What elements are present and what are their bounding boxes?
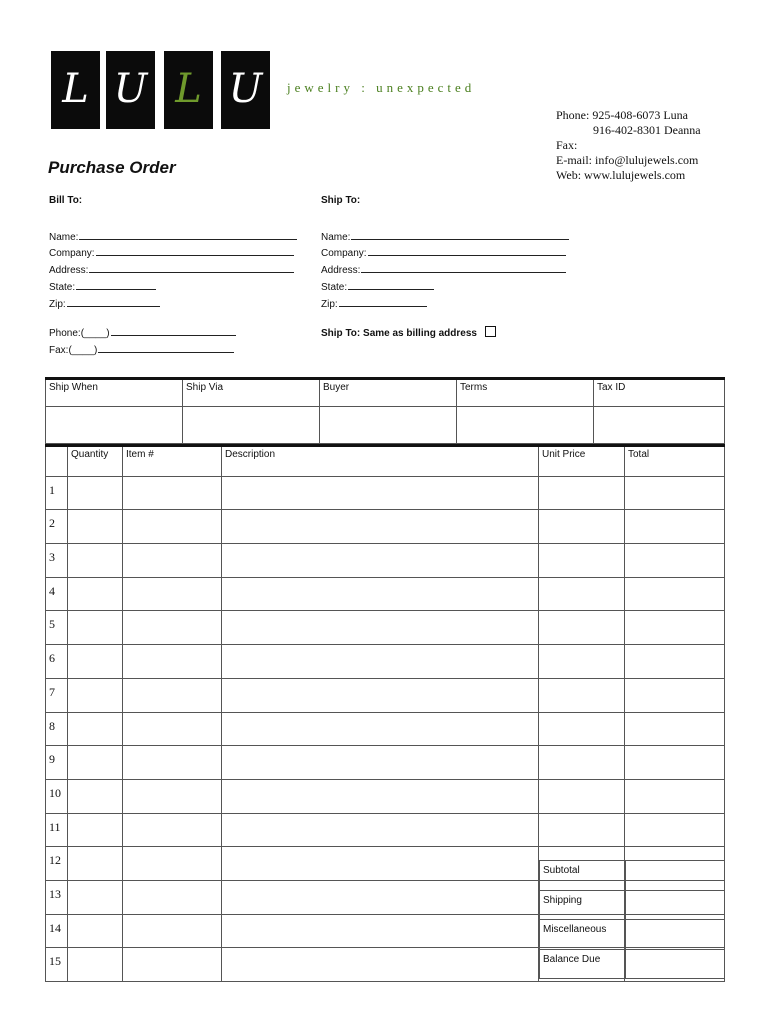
quantity-cell[interactable] — [68, 476, 123, 510]
row-number: 4 — [46, 577, 68, 611]
description-cell[interactable] — [222, 611, 539, 645]
table-row — [46, 577, 725, 611]
table-row — [46, 544, 725, 578]
total-cell[interactable] — [625, 712, 725, 746]
quantity-cell[interactable] — [68, 813, 123, 847]
unit-price-cell[interactable] — [539, 645, 625, 679]
total-cell[interactable] — [625, 779, 725, 813]
shipping-info-header-row — [46, 379, 725, 407]
totals-row — [540, 949, 725, 979]
quantity-header: Quantity — [68, 446, 123, 477]
unit-price-cell[interactable] — [539, 779, 625, 813]
row-number: 7 — [46, 678, 68, 712]
quantity-cell[interactable] — [68, 611, 123, 645]
description-cell[interactable] — [222, 678, 539, 712]
item-number-cell[interactable] — [123, 510, 222, 544]
contact-web: Web: www.lulujewels.com — [556, 168, 686, 182]
bill-phone-field[interactable] — [49, 326, 236, 339]
field-line — [111, 326, 236, 336]
terms-input[interactable] — [457, 407, 594, 444]
description-cell[interactable] — [222, 746, 539, 780]
ship-name-field[interactable] — [321, 230, 569, 243]
field-label: State: — [49, 282, 76, 293]
table-row — [46, 611, 725, 645]
shipping-info-entry-row — [46, 407, 725, 444]
ship-when-input[interactable] — [46, 407, 183, 444]
field-line — [351, 230, 569, 240]
unit-price-cell[interactable] — [539, 712, 625, 746]
row-number: 6 — [46, 645, 68, 679]
items-header-row — [46, 446, 725, 477]
item-number-cell[interactable] — [123, 611, 222, 645]
buyer-header: Buyer — [320, 379, 457, 407]
quantity-cell[interactable] — [68, 948, 123, 982]
item-number-cell[interactable] — [123, 779, 222, 813]
field-line — [348, 280, 434, 290]
total-cell[interactable] — [625, 813, 725, 847]
ship-company-field[interactable] — [321, 246, 566, 259]
field-line — [361, 263, 566, 273]
tagline: jewelry : unexpected — [287, 80, 476, 95]
description-cell[interactable] — [222, 914, 539, 948]
description-cell[interactable] — [222, 645, 539, 679]
miscellaneous-label: Miscellaneous — [540, 920, 626, 950]
contact-phone-2: 916-402-8301 Deanna — [593, 123, 701, 137]
total-cell[interactable] — [625, 476, 725, 510]
description-cell[interactable] — [222, 880, 539, 914]
table-row — [46, 476, 725, 510]
total-cell[interactable] — [625, 611, 725, 645]
bill-state-field[interactable] — [49, 280, 156, 293]
table-row — [46, 746, 725, 780]
balance-due-label: Balance Due — [540, 949, 626, 979]
item-number-cell[interactable] — [123, 678, 222, 712]
quantity-cell[interactable] — [68, 746, 123, 780]
field-line — [89, 263, 294, 273]
description-cell[interactable] — [222, 544, 539, 578]
description-cell[interactable] — [222, 779, 539, 813]
item-number-cell[interactable] — [123, 847, 222, 881]
field-label: Name: — [321, 232, 351, 243]
shipping-input[interactable] — [626, 890, 725, 920]
row-number: 15 — [46, 948, 68, 982]
description-header: Description — [222, 446, 539, 477]
miscellaneous-input[interactable] — [626, 920, 725, 950]
total-header: Total — [625, 446, 725, 477]
subtotal-label: Subtotal — [540, 861, 626, 891]
quantity-cell[interactable] — [68, 577, 123, 611]
table-row — [46, 678, 725, 712]
item-number-cell[interactable] — [123, 544, 222, 578]
item-number-cell[interactable] — [123, 746, 222, 780]
logo-tile-1 — [51, 51, 100, 129]
buyer-input[interactable] — [320, 407, 457, 444]
item-number-cell[interactable] — [123, 880, 222, 914]
row-number: 14 — [46, 914, 68, 948]
description-cell[interactable] — [222, 510, 539, 544]
unit-price-cell[interactable] — [539, 813, 625, 847]
item-number-header: Item # — [123, 446, 222, 477]
page-title: Purchase Order — [48, 158, 176, 177]
table-row — [46, 779, 725, 813]
unit-price-cell[interactable] — [539, 577, 625, 611]
tax-id-input[interactable] — [594, 407, 725, 444]
bill-company-field[interactable] — [49, 246, 294, 259]
unit-price-cell[interactable] — [539, 510, 625, 544]
row-number: 13 — [46, 880, 68, 914]
description-cell[interactable] — [222, 847, 539, 881]
logo-letter: L — [175, 66, 202, 112]
field-label: Phone:(____) — [49, 328, 110, 339]
description-cell[interactable] — [222, 476, 539, 510]
field-label: Fax:(____) — [49, 345, 98, 356]
field-line — [98, 343, 234, 353]
field-label: Company: — [321, 248, 367, 259]
unit-price-cell[interactable] — [539, 746, 625, 780]
ship-via-input[interactable] — [183, 407, 320, 444]
total-cell[interactable] — [625, 746, 725, 780]
total-cell[interactable] — [625, 577, 725, 611]
tax-id-header: Tax ID — [594, 379, 725, 407]
quantity-cell[interactable] — [68, 779, 123, 813]
quantity-cell[interactable] — [68, 880, 123, 914]
total-cell[interactable] — [625, 510, 725, 544]
logo-letter: L — [62, 66, 89, 112]
totals-row — [540, 890, 725, 920]
field-line — [96, 246, 294, 256]
item-number-cell[interactable] — [123, 914, 222, 948]
ship-zip-field[interactable] — [321, 297, 427, 310]
field-label: Address: — [321, 265, 361, 276]
quantity-cell[interactable] — [68, 712, 123, 746]
shipping-label: Shipping — [540, 890, 626, 920]
totals-table — [539, 860, 725, 979]
row-number-header — [46, 446, 68, 477]
table-row — [46, 645, 725, 679]
field-label: Company: — [49, 248, 95, 259]
item-number-cell[interactable] — [123, 712, 222, 746]
total-cell[interactable] — [625, 544, 725, 578]
field-label: Zip: — [49, 299, 66, 310]
bill-address-field[interactable] — [49, 263, 294, 276]
totals-row — [540, 920, 725, 950]
description-cell[interactable] — [222, 813, 539, 847]
contact-email: E-mail: info@lulujewels.com — [556, 153, 699, 167]
terms-header: Terms — [457, 379, 594, 407]
logo-letter: U — [228, 66, 263, 112]
item-number-cell[interactable] — [123, 948, 222, 982]
ship-when-header: Ship When — [46, 379, 183, 407]
row-number: 11 — [46, 813, 68, 847]
field-line — [79, 230, 297, 240]
field-label: Address: — [49, 265, 89, 276]
row-number: 1 — [46, 476, 68, 510]
bill-to-heading: Bill To: — [49, 195, 83, 206]
row-number: 2 — [46, 510, 68, 544]
total-cell[interactable] — [625, 645, 725, 679]
logo-tile-3 — [164, 51, 213, 129]
item-number-cell[interactable] — [123, 577, 222, 611]
total-cell[interactable] — [625, 678, 725, 712]
ship-to-heading: Ship To: — [321, 195, 361, 206]
logo-tile-4 — [221, 51, 270, 129]
row-number: 9 — [46, 746, 68, 780]
ship-via-header: Ship Via — [183, 379, 320, 407]
unit-price-cell[interactable] — [539, 611, 625, 645]
quantity-cell[interactable] — [68, 678, 123, 712]
field-line — [67, 297, 160, 307]
same-as-billing-label: Ship To: Same as billing address — [321, 328, 477, 339]
item-number-cell[interactable] — [123, 645, 222, 679]
unit-price-header: Unit Price — [539, 446, 625, 477]
description-cell[interactable] — [222, 948, 539, 982]
row-number: 10 — [46, 779, 68, 813]
contact-phone: Phone: 925-408-6073 Luna — [556, 108, 688, 122]
unit-price-cell[interactable] — [539, 544, 625, 578]
shipping-info-table — [45, 377, 725, 444]
balance-due-input[interactable] — [626, 949, 725, 979]
logo-tile-2 — [106, 51, 155, 129]
quantity-cell[interactable] — [68, 544, 123, 578]
table-row — [46, 813, 725, 847]
row-number: 12 — [46, 847, 68, 881]
field-label: Name: — [49, 232, 79, 243]
field-line — [368, 246, 566, 256]
item-number-cell[interactable] — [123, 813, 222, 847]
ship-state-field[interactable] — [321, 280, 434, 293]
totals-row — [540, 861, 725, 891]
bill-name-field[interactable] — [49, 230, 297, 243]
quantity-cell[interactable] — [68, 645, 123, 679]
unit-price-cell[interactable] — [539, 678, 625, 712]
row-number: 8 — [46, 712, 68, 746]
item-number-cell[interactable] — [123, 476, 222, 510]
field-label: Zip: — [321, 299, 338, 310]
description-cell[interactable] — [222, 577, 539, 611]
table-row — [46, 712, 725, 746]
description-cell[interactable] — [222, 712, 539, 746]
quantity-cell[interactable] — [68, 847, 123, 881]
unit-price-cell[interactable] — [539, 476, 625, 510]
same-as-billing-checkbox[interactable] — [485, 326, 496, 337]
ship-address-field[interactable] — [321, 263, 566, 276]
bill-fax-field[interactable] — [49, 343, 234, 356]
quantity-cell[interactable] — [68, 510, 123, 544]
subtotal-input[interactable] — [626, 861, 725, 891]
field-label: State: — [321, 282, 348, 293]
field-line — [76, 280, 156, 290]
row-number: 5 — [46, 611, 68, 645]
logo-letter: U — [113, 66, 148, 112]
same-as-billing-option[interactable] — [321, 326, 496, 339]
row-number: 3 — [46, 544, 68, 578]
contact-fax: Fax: — [556, 138, 578, 152]
table-row — [46, 510, 725, 544]
field-line — [339, 297, 427, 307]
bill-zip-field[interactable] — [49, 297, 160, 310]
quantity-cell[interactable] — [68, 914, 123, 948]
